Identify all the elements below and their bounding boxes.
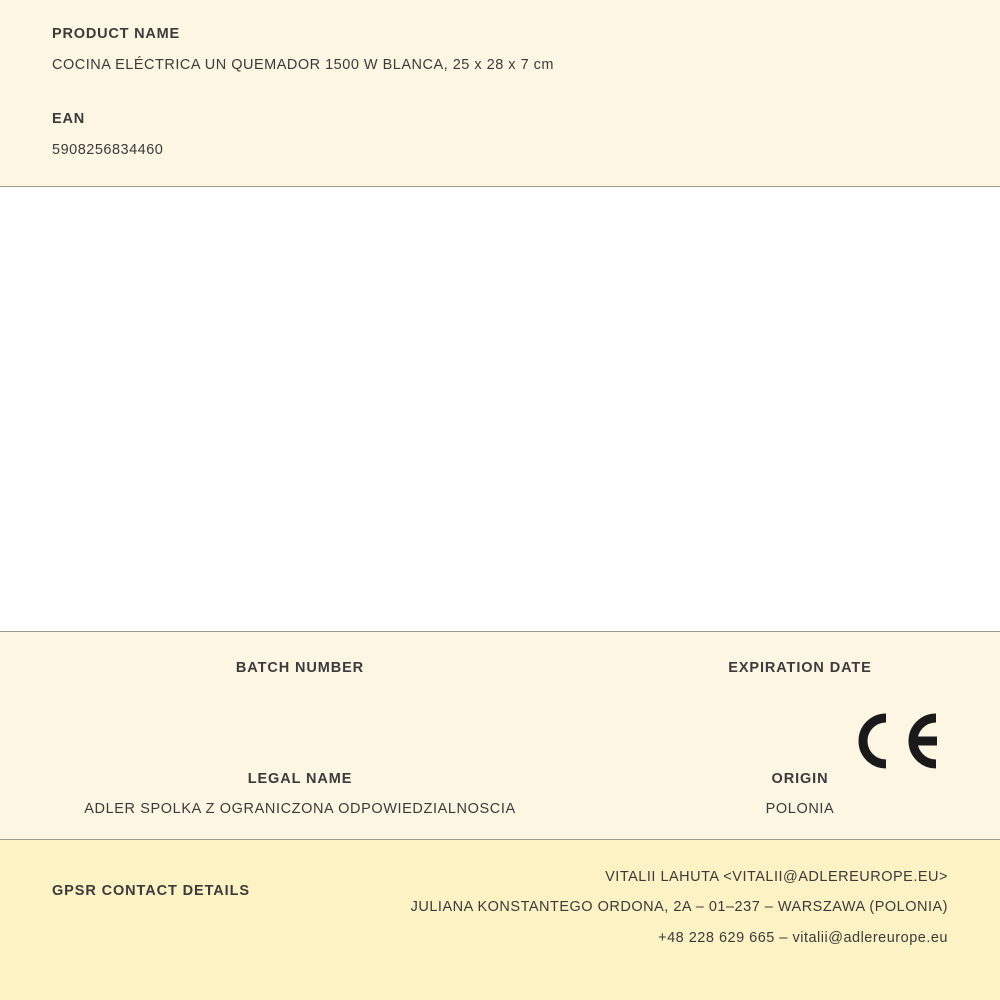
- gpsr-contact-line-1: VITALII LAHUTA <VITALII@ADLEREUROPE.EU>: [605, 869, 948, 885]
- gpsr-contact-lines: [250, 862, 948, 953]
- product-name-label: PRODUCT NAME: [52, 26, 181, 42]
- batch-expiration-row: [0, 658, 1000, 707]
- ean-value: 5908256834460: [52, 141, 164, 158]
- gpsr-contact-line-3: +48 228 629 665 – vitalii@adlereurope.eu: [658, 929, 948, 946]
- batch-number-value: [0, 689, 600, 707]
- origin-cell: [600, 769, 1000, 822]
- gpsr-contact-label: GPSR CONTACT DETAILS: [52, 883, 250, 899]
- legal-name-value: ADLER SPOLKA Z OGRANICZONA ODPOWIEDZIALNOSCIA: [84, 801, 516, 818]
- product-identification-block: [0, 0, 1000, 187]
- product-image-area: [0, 187, 1000, 632]
- legal-origin-row: [0, 769, 1000, 822]
- gpsr-contact-line-2: JULIANA KONSTANTEGO ORDONA, 2A – 01–237 – WARSZAWA (POLONIA): [410, 899, 948, 916]
- origin-value: POLONIA: [765, 801, 835, 818]
- batch-number-cell: [0, 658, 600, 707]
- batch-number-label: BATCH NUMBER: [235, 659, 365, 676]
- product-name-value: COCINA ELÉCTRICA UN QUEMADOR 1500 W BLANCA, 25 x 28 x 7 cm: [52, 56, 554, 73]
- origin-label: ORIGIN: [771, 770, 829, 787]
- expiration-date-cell: [600, 658, 1000, 707]
- product-name-group: [52, 24, 948, 77]
- legal-name-label: LEGAL NAME: [247, 770, 353, 787]
- ean-label: EAN: [52, 110, 86, 127]
- legal-name-cell: [0, 769, 600, 822]
- ce-mark-icon: [850, 710, 942, 772]
- gpsr-contact-block: [0, 840, 1000, 1000]
- ean-group: [52, 109, 948, 162]
- expiration-date-label: EXPIRATION DATE: [728, 659, 872, 676]
- expiration-date-value: [600, 689, 1000, 707]
- product-details-block: [0, 632, 1000, 840]
